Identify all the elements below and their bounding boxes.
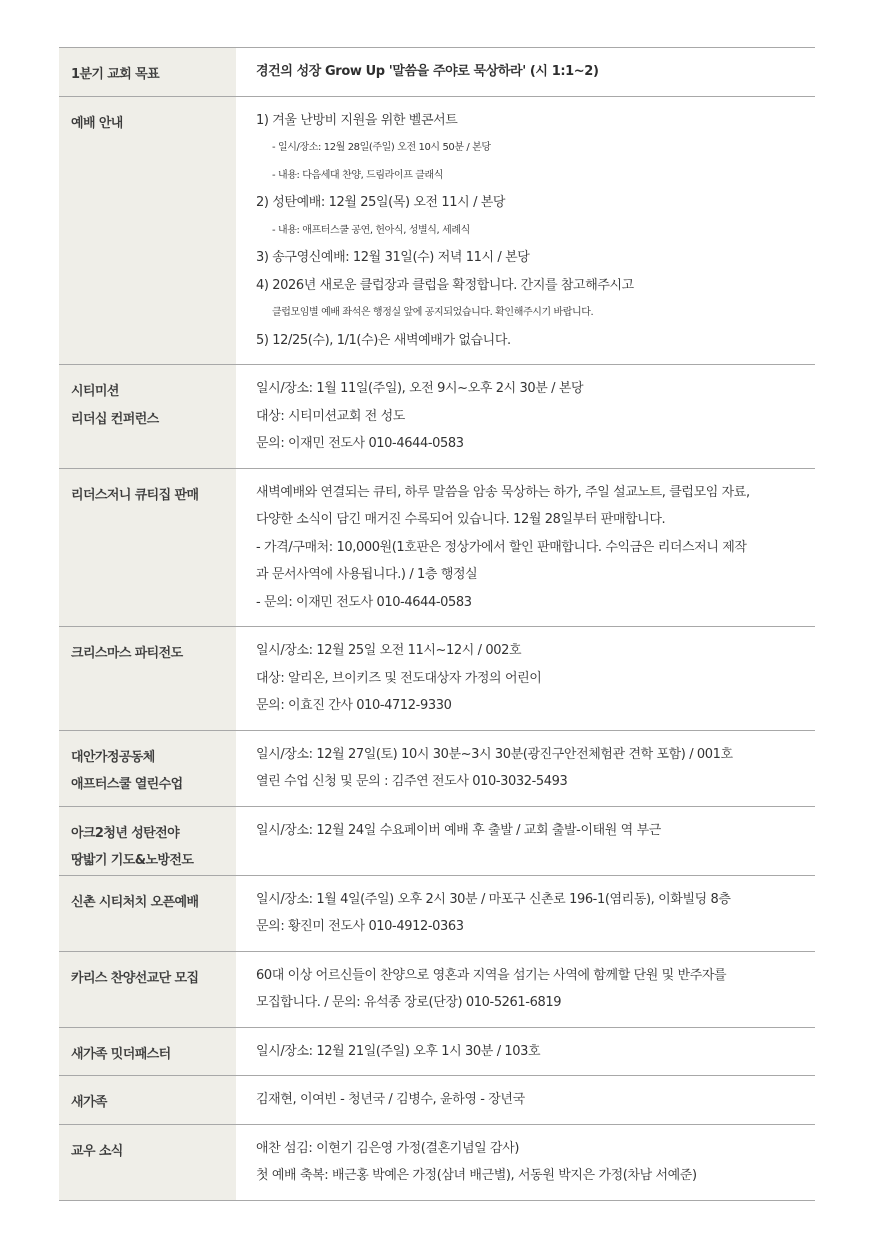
- row-label: [59, 48, 236, 96]
- row-label: [59, 952, 236, 1027]
- row-label: [59, 365, 236, 468]
- content-line: 4) 2026년 새로운 클럽장과 클럽을 확정합니다. 간지를 참고해주시고: [256, 277, 634, 293]
- row-label-line: 새가족: [71, 1095, 107, 1110]
- row-content: [236, 731, 815, 806]
- content-line: 과 문서사역에 사용됩니다.) / 1층 행정실: [256, 567, 478, 582]
- row-content: [236, 1125, 815, 1200]
- content-line: 일시/장소: 1월 4일(주일) 오후 2시 30분 / 마포구 신촌로 196-1(염리동), 이화빌딩 8층: [256, 891, 731, 907]
- row-content: [236, 952, 815, 1027]
- content-line: 대상: 알리온, 브이키즈 및 전도대상자 가정의 어린이: [256, 670, 542, 686]
- row-content: [236, 807, 815, 875]
- row-content: [236, 1076, 815, 1124]
- row-youth: [59, 807, 815, 876]
- row-content: [236, 97, 815, 365]
- row-label-line: 리더십 컨퍼런스: [71, 411, 159, 427]
- row-newfamilymeet: [59, 1028, 815, 1077]
- row-goal: [59, 48, 815, 97]
- row-label: [59, 627, 236, 730]
- row-choir: [59, 952, 815, 1028]
- row-content: [236, 48, 815, 96]
- row-sinchon: [59, 876, 815, 952]
- row-christmas: [59, 627, 815, 731]
- row-label: [59, 97, 236, 365]
- row-label: [59, 876, 236, 951]
- row-label-line: 아크2청년 성탄전야: [71, 825, 180, 841]
- row-label-line: 시티미션: [71, 384, 119, 399]
- row-label-line: 1분기 교회 목표: [71, 67, 160, 82]
- row-afterschool: [59, 731, 815, 807]
- announcement-table: [59, 47, 815, 1201]
- content-line: 일시/장소: 12월 27일(토) 10시 30분~3시 30분(광진구안전체험관 견학 포함) / 001호: [256, 746, 733, 762]
- content-line: 첫 예배 축복: 배근홍 박예은 가정(삼녀 배근별), 서동원 박지은 가정(차남 서예준): [256, 1168, 697, 1183]
- content-line: - 일시/장소: 12월 28일(주일) 오전 10시 50분 / 본당: [272, 142, 491, 153]
- row-label-line: 땅밟기 기도&노방전도: [71, 853, 194, 868]
- content-line: - 내용: 애프터스쿨 공연, 헌아식, 성별식, 세례식: [272, 224, 470, 236]
- content-line: 경건의 성장 Grow Up '말씀을 주야로 묵상하라' (시 1:1~2): [256, 64, 599, 79]
- row-label: [59, 1125, 236, 1200]
- content-line: 김재현, 이여빈 - 청년국 / 김병수, 윤하영 - 장년국: [256, 1092, 525, 1107]
- content-line: 클럽모임별 예배 좌석은 행정실 앞에 공지되었습니다. 확인해주시기 바랍니다.: [272, 307, 594, 318]
- content-line: 문의: 이재민 전도사 010-4644-0583: [256, 436, 464, 451]
- row-label: [59, 807, 236, 875]
- content-line: 다양한 소식이 담긴 매거진 수록되어 있습니다. 12월 28일부터 판매합니다.: [256, 512, 666, 527]
- row-label-line: 신촌 시티처치 오픈예배: [71, 894, 199, 910]
- content-line: 3) 송구영신예배: 12월 31일(수) 저녁 11시 / 본당: [256, 250, 530, 265]
- row-citymission: [59, 365, 815, 469]
- content-line: 1) 겨울 난방비 지원을 위한 벨콘서트: [256, 112, 458, 128]
- content-line: 새벽예배와 연결되는 큐티, 하루 말씀을 암송 묵상하는 하가, 주일 설교노트, 클럽모임 자료,: [256, 484, 750, 500]
- row-label: [59, 1028, 236, 1076]
- content-line: 일시/장소: 12월 24일 수요페이버 예배 후 출발 / 교회 출발-이태원 역 부근: [256, 822, 661, 838]
- row-content: [236, 365, 815, 468]
- row-news: [59, 1125, 815, 1201]
- content-line: 열린 수업 신청 및 문의 : 김주연 전도사 010-3032-5493: [256, 774, 568, 789]
- content-line: 일시/장소: 1월 11일(주일), 오전 9시~오후 2시 30분 / 본당: [256, 381, 584, 396]
- content-line: 2) 성탄예배: 12월 25일(목) 오전 11시 / 본당: [256, 195, 506, 210]
- content-line: - 문의: 이재민 전도사 010-4644-0583: [256, 594, 472, 610]
- row-content: [236, 627, 815, 730]
- content-line: 일시/장소: 12월 25일 오전 11시~12시 / 002호: [256, 643, 522, 658]
- row-label: [59, 1076, 236, 1124]
- row-label-line: 새가족 밋더패스터: [71, 1046, 171, 1062]
- content-line: 60대 이상 어르신들이 찬양으로 영혼과 지역을 섬기는 사역에 함께할 단원 및 반주자를: [256, 967, 727, 983]
- content-line: 대상: 시티미션교회 전 성도: [256, 408, 405, 424]
- row-label: [59, 731, 236, 806]
- row-label-line: 리더스저니 큐티집 판매: [71, 487, 199, 503]
- content-line: 일시/장소: 12월 21일(주일) 오후 1시 30분 / 103호: [256, 1043, 541, 1059]
- content-line: - 내용: 다음세대 찬양, 드림라이프 클래식: [272, 169, 444, 181]
- content-line: 문의: 이효진 간사 010-4712-9330: [256, 698, 452, 713]
- content-line: 문의: 황진미 전도사 010-4912-0363: [256, 919, 464, 934]
- content-line: 5) 12/25(수), 1/1(수)은 새벽예배가 없습니다.: [256, 332, 511, 348]
- row-content: [236, 1028, 815, 1076]
- row-label-line: 크리스마스 파티전도: [71, 646, 183, 661]
- row-label-line: 교우 소식: [71, 1143, 123, 1159]
- row-content: [236, 469, 815, 627]
- row-label-line: 카리스 찬양선교단 모집: [71, 970, 199, 986]
- row-label-line: 애프터스쿨 열린수업: [71, 777, 183, 792]
- row-label-line: 대안가정공동체: [71, 749, 155, 765]
- row-label-line: 예배 안내: [71, 115, 123, 131]
- content-line: 애찬 섬김: 이현기 김은영 가정(결혼기념일 감사): [256, 1140, 519, 1156]
- content-line: 모집합니다. / 문의: 유석종 장로(단장) 010-5261-6819: [256, 995, 562, 1010]
- content-line: - 가격/구매처: 10,000원(1호판은 정상가에서 할인 판매합니다. 수익금은 리더스저니 제작: [256, 539, 747, 555]
- row-newfamily: [59, 1076, 815, 1125]
- row-qt: [59, 469, 815, 628]
- row-content: [236, 876, 815, 951]
- row-label: [59, 469, 236, 627]
- row-worship: [59, 97, 815, 366]
